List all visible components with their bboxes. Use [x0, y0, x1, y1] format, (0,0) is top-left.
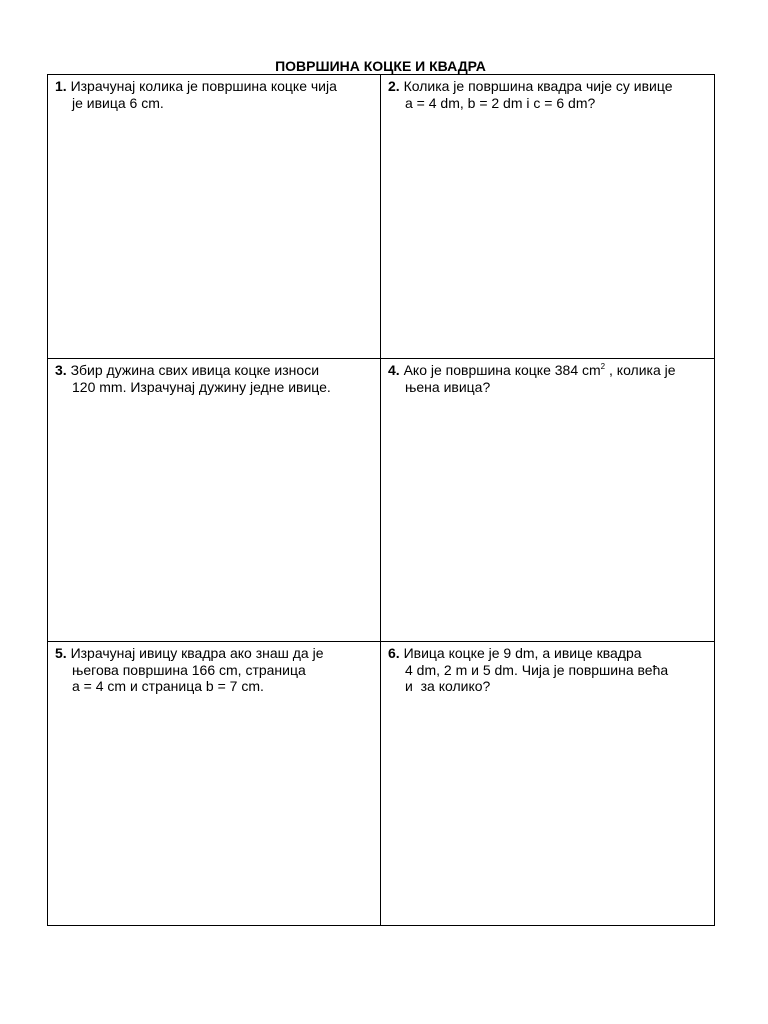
problem-cell-5: [48, 642, 381, 925]
problem-text-5: [55, 645, 374, 695]
problems-table: [47, 74, 715, 926]
problem-cell-6: [381, 642, 714, 925]
problem-number-6: 6.: [388, 645, 400, 661]
problem-body-2: Колика је површина квадра чије су ивице a = 4 dm, b = 2 dm i c = 6 dm?: [403, 78, 673, 111]
problem-body-1: Израчунај колика је површина коцке чија је ивица 6 cm.: [70, 78, 337, 111]
problem-cell-1: [48, 75, 381, 359]
squared-superscript: 2: [600, 362, 606, 371]
problem-number-4: 4.: [388, 362, 400, 378]
problem-cell-4: [381, 359, 714, 642]
problem-text-3: [55, 362, 374, 395]
problem-number-3: 3.: [55, 362, 67, 378]
problem-body-3: Збир дужина свих ивица коцке износи 120 mm. Израчунај дужину једне ивице.: [70, 362, 331, 395]
problem-body-6: Ивица коцке је 9 dm, а ивице квадра 4 dm, 2 m и 5 dm. Чија је површина већа и за колико?: [403, 645, 669, 694]
problem-text-6: [388, 645, 708, 695]
problem-number-5: 5.: [55, 645, 67, 661]
problem-number-1: 1.: [55, 78, 67, 94]
problem-body-4-start: Ако је површина коцке 384 cm: [399, 362, 601, 378]
page-title: ПОВРШИНА КОЦКЕ И КВАДРА: [275, 58, 486, 74]
problem-text-2: [388, 78, 708, 111]
problem-number-2: 2.: [388, 78, 400, 94]
problem-body-5: Израчунај ивицу квадра ако знаш да је његова површина 166 cm, страница a = 4 cm и страница b = 7 cm.: [70, 645, 324, 694]
problem-cell-2: [381, 75, 714, 359]
problem-body-4-end: , колика је њена ивица?: [405, 362, 676, 395]
problem-cell-3: [48, 359, 381, 642]
problem-text-1: [55, 78, 374, 111]
problem-text-4: [388, 362, 708, 395]
